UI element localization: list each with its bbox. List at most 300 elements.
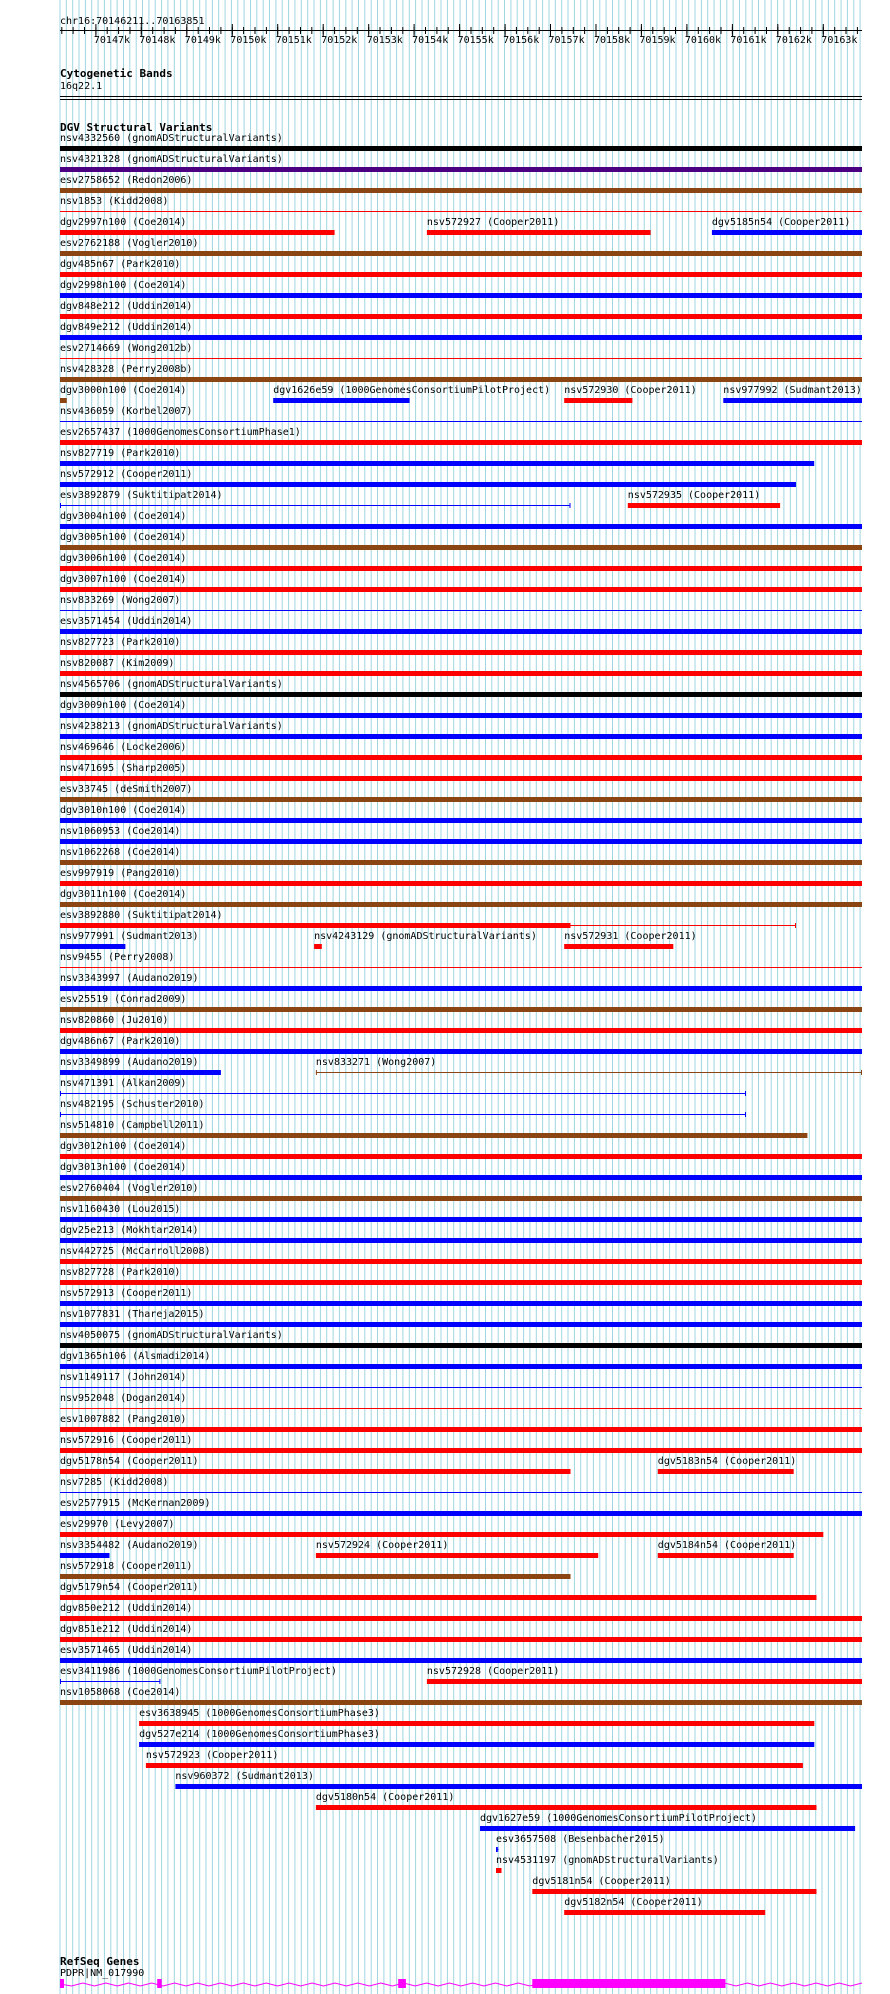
sv-feature-label[interactable]: dgv851e212 (Uddin2014) — [60, 1624, 193, 1635]
sv-feature[interactable] — [427, 217, 651, 235]
sv-feature[interactable] — [658, 1456, 796, 1474]
sv-bar[interactable] — [723, 398, 862, 403]
sv-end-cap[interactable] — [316, 1070, 317, 1075]
sv-feature-label[interactable]: esv997919 (Pang2010) — [60, 868, 181, 879]
sv-bar[interactable] — [60, 1637, 862, 1642]
sv-feature[interactable] — [60, 574, 862, 592]
location-label: chr16:70146211..70163851 — [60, 16, 205, 27]
gene-exon[interactable] — [157, 1979, 162, 1988]
sv-bar[interactable] — [532, 1889, 816, 1894]
sv-bar[interactable] — [60, 398, 67, 403]
sv-bar[interactable] — [60, 1553, 110, 1558]
sv-feature-label[interactable]: dgv3007n100 (Coe2014) — [60, 574, 187, 585]
sv-feature-label[interactable]: esv3892879 (Suktitipat2014) — [60, 490, 223, 501]
sv-feature-label[interactable]: nsv827719 (Park2010) — [60, 448, 181, 459]
sv-bar[interactable] — [496, 1868, 502, 1873]
sv-thin-bar[interactable] — [60, 358, 862, 359]
sv-end-cap[interactable] — [60, 503, 61, 508]
sv-bar[interactable] — [60, 881, 862, 886]
sv-feature[interactable] — [60, 1414, 862, 1432]
sv-feature[interactable] — [60, 847, 862, 865]
sv-feature-label[interactable]: esv3571454 (Uddin2014) — [60, 616, 193, 627]
sv-feature-label[interactable]: nsv572930 (Cooper2011) — [564, 385, 697, 396]
sv-feature-label[interactable]: nsv977992 (Sudmant2013) — [723, 385, 862, 396]
sv-bar[interactable] — [60, 1658, 862, 1663]
sv-feature-label[interactable]: esv1007882 (Pang2010) — [60, 1414, 187, 1425]
sv-connector-line[interactable] — [60, 1093, 746, 1094]
sv-end-cap[interactable] — [861, 1070, 862, 1075]
sv-bar[interactable] — [60, 1616, 862, 1621]
sv-bar[interactable] — [60, 377, 862, 382]
sv-feature[interactable] — [60, 1666, 337, 1684]
sv-bar[interactable] — [60, 1175, 862, 1180]
sv-feature-label[interactable]: nsv827728 (Park2010) — [60, 1267, 181, 1278]
sv-feature-label[interactable]: nsv7285 (Kidd2008) — [60, 1477, 169, 1488]
sv-feature[interactable] — [316, 1540, 598, 1558]
sv-feature[interactable] — [60, 217, 335, 235]
sv-feature[interactable] — [60, 637, 862, 655]
ruler-tick-label: 70151k — [275, 35, 312, 46]
sv-feature-label[interactable]: nsv960372 (Sudmant2013) — [175, 1771, 314, 1782]
sv-feature-label[interactable]: nsv1077831 (Thareja2015) — [60, 1309, 205, 1320]
sv-bar[interactable] — [60, 755, 862, 760]
sv-feature-label[interactable]: nsv442725 (McCarroll2008) — [60, 1246, 211, 1257]
sv-feature[interactable] — [60, 1288, 862, 1306]
sv-bar[interactable] — [60, 230, 335, 235]
sv-bar[interactable] — [60, 650, 862, 655]
sv-feature-label[interactable]: nsv572935 (Cooper2011) — [627, 490, 761, 501]
sv-bar[interactable] — [60, 734, 862, 739]
sv-bar[interactable] — [60, 1028, 862, 1033]
sv-extension-line[interactable] — [571, 925, 797, 926]
sv-bar[interactable] — [60, 1469, 571, 1474]
sv-feature[interactable] — [60, 490, 571, 508]
sv-feature[interactable] — [60, 1624, 862, 1642]
sv-end-cap[interactable] — [497, 1847, 498, 1852]
sv-feature-label[interactable]: nsv572924 (Cooper2011) — [315, 1540, 449, 1551]
sv-feature-label[interactable]: nsv4531197 (gnomADStructuralVariants) — [496, 1855, 719, 1866]
sv-bar[interactable] — [60, 1511, 862, 1516]
sv-feature-label[interactable]: esv29970 (Levy2007) — [60, 1519, 175, 1530]
cytoband-track-title: Cytogenetic Bands — [60, 67, 173, 80]
sv-feature[interactable] — [60, 1204, 862, 1222]
sv-feature-label[interactable]: dgv848e212 (Uddin2014) — [60, 301, 193, 312]
sv-feature-label[interactable]: nsv514810 (Campbell2011) — [60, 1120, 205, 1131]
sv-feature-label[interactable]: nsv428328 (Perry2008b) — [60, 364, 193, 375]
sv-feature-label[interactable]: esv2762188 (Vogler2010) — [60, 238, 199, 249]
sv-bar[interactable] — [60, 1301, 862, 1306]
sv-bar[interactable] — [564, 398, 632, 403]
sv-bar[interactable] — [60, 1238, 862, 1243]
sv-feature[interactable] — [60, 322, 862, 340]
sv-bar[interactable] — [60, 1700, 862, 1705]
sv-bar[interactable] — [316, 1553, 598, 1558]
sv-feature-label[interactable]: dgv3004n100 (Coe2014) — [60, 511, 187, 522]
sv-bar[interactable] — [60, 1049, 862, 1054]
sv-feature[interactable] — [564, 1897, 765, 1915]
sv-feature[interactable] — [314, 931, 537, 949]
sv-feature-label[interactable]: dgv2998n100 (Coe2014) — [60, 280, 187, 291]
sv-bar[interactable] — [60, 1364, 862, 1369]
sv-feature-label[interactable]: nsv1853 (Kidd2008) — [60, 196, 169, 207]
sv-feature[interactable] — [60, 1183, 862, 1201]
sv-feature[interactable] — [60, 154, 862, 172]
sv-thin-bar[interactable] — [60, 211, 862, 212]
sv-connector-line[interactable] — [316, 1072, 862, 1073]
sv-feature-label[interactable]: dgv5185n54 (Cooper2011) — [711, 217, 851, 228]
sv-feature[interactable] — [60, 679, 862, 697]
sv-feature[interactable] — [60, 259, 862, 277]
sv-feature-label[interactable]: nsv4050075 (gnomADStructuralVariants) — [60, 1330, 283, 1341]
sv-bar[interactable] — [564, 944, 673, 949]
sv-feature-label[interactable]: esv3411986 (1000GenomesConsortiumPilotProject) — [60, 1666, 337, 1677]
sv-feature-label[interactable]: dgv5179n54 (Cooper2011) — [60, 1582, 199, 1593]
sv-bar[interactable] — [60, 818, 862, 823]
sv-feature[interactable] — [60, 973, 862, 991]
sv-feature[interactable] — [60, 721, 862, 739]
sv-feature-label[interactable]: nsv1060953 (Coe2014) — [60, 826, 181, 837]
sv-feature-label[interactable]: dgv3009n100 (Coe2014) — [60, 700, 187, 711]
sv-bar[interactable] — [60, 587, 862, 592]
sv-feature-label[interactable]: nsv469646 (Locke2006) — [60, 742, 187, 753]
sv-feature[interactable] — [60, 1582, 817, 1600]
sv-bar[interactable] — [139, 1721, 814, 1726]
sv-thin-bar[interactable] — [60, 1492, 862, 1493]
sv-feature[interactable] — [60, 364, 862, 382]
sv-feature[interactable] — [60, 868, 862, 886]
sv-feature[interactable] — [60, 1351, 862, 1369]
sv-feature[interactable] — [60, 1456, 571, 1474]
sv-feature-label[interactable]: esv3638945 (1000GenomesConsortiumPhase3) — [139, 1708, 380, 1719]
ruler-tick-label: 70154k — [412, 35, 449, 46]
sv-bar[interactable] — [60, 314, 862, 319]
sv-bar[interactable] — [427, 1679, 862, 1684]
sv-feature-label[interactable]: nsv3354482 (Audano2019) — [60, 1540, 199, 1551]
sv-feature-label[interactable]: nsv572927 (Cooper2011) — [426, 217, 560, 228]
sv-bar[interactable] — [139, 1742, 814, 1747]
sv-feature-label[interactable]: dgv5182n54 (Cooper2011) — [564, 1897, 703, 1908]
sv-feature-label[interactable]: nsv977991 (Sudmant2013) — [60, 931, 199, 942]
gene-exon[interactable] — [398, 1979, 406, 1988]
sv-feature[interactable] — [60, 889, 862, 907]
sv-feature[interactable] — [60, 1540, 198, 1558]
sv-thin-bar[interactable] — [60, 421, 862, 422]
sv-feature[interactable] — [564, 385, 696, 403]
sv-end-cap[interactable] — [159, 1679, 160, 1684]
sv-feature[interactable] — [628, 490, 780, 508]
sv-bar[interactable] — [60, 272, 862, 277]
sv-feature-label[interactable]: dgv5178n54 (Cooper2011) — [60, 1456, 199, 1467]
sv-feature[interactable] — [60, 238, 862, 256]
sv-feature-label[interactable]: dgv1626e59 (1000GenomesConsortiumPilotProject) — [273, 385, 551, 396]
sv-bar[interactable] — [60, 839, 862, 844]
sv-feature[interactable] — [60, 1498, 862, 1516]
sv-feature[interactable] — [60, 553, 862, 571]
sv-connector-line[interactable] — [60, 1681, 160, 1682]
sv-feature-label[interactable]: nsv572912 (Cooper2011) — [60, 469, 193, 480]
sv-feature[interactable] — [480, 1813, 855, 1831]
sv-feature[interactable] — [139, 1729, 814, 1747]
sv-feature[interactable] — [316, 1057, 862, 1075]
sv-feature-label[interactable]: dgv1627e59 (1000GenomesConsortiumPilotProject) — [480, 1813, 757, 1824]
sv-feature[interactable] — [60, 1246, 862, 1264]
sv-feature[interactable] — [273, 385, 550, 403]
sv-feature-label[interactable]: nsv833269 (Wong2007) — [60, 595, 181, 606]
sv-end-cap[interactable] — [745, 1112, 746, 1117]
sv-end-cap[interactable] — [496, 1847, 497, 1852]
sv-bar[interactable] — [60, 461, 814, 466]
sv-bar[interactable] — [60, 482, 796, 487]
sv-feature-label[interactable]: nsv3349899 (Audano2019) — [60, 1057, 199, 1068]
sv-feature-label[interactable]: nsv436059 (Korbel2007) — [60, 406, 193, 417]
sv-feature[interactable] — [60, 532, 862, 550]
sv-feature-label[interactable]: nsv572916 (Cooper2011) — [60, 1435, 193, 1446]
sv-feature[interactable] — [146, 1750, 803, 1768]
sv-feature-label[interactable]: nsv827723 (Park2010) — [60, 637, 181, 648]
ruler-tick-label: 70156k — [503, 35, 540, 46]
sv-bar[interactable] — [60, 440, 862, 445]
sv-bar[interactable] — [175, 1784, 862, 1789]
sv-feature[interactable] — [60, 700, 862, 718]
sv-end-cap[interactable] — [795, 923, 796, 928]
sv-feature-label[interactable]: dgv5183n54 (Cooper2011) — [657, 1456, 797, 1467]
sv-bar[interactable] — [60, 251, 862, 256]
sv-feature[interactable] — [60, 763, 862, 781]
sv-bar[interactable] — [60, 1133, 807, 1138]
sv-feature-label[interactable]: dgv5181n54 (Cooper2011) — [532, 1876, 671, 1887]
sv-feature-label[interactable]: nsv4238213 (gnomADStructuralVariants) — [60, 721, 283, 732]
sv-feature[interactable] — [316, 1792, 817, 1810]
sv-feature[interactable] — [60, 742, 862, 760]
sv-bar[interactable] — [60, 1259, 862, 1264]
sv-bar[interactable] — [427, 230, 651, 235]
sv-bar[interactable] — [60, 545, 862, 550]
sv-feature-label[interactable]: dgv3000n100 (Coe2014) — [60, 385, 187, 396]
sv-feature-label[interactable]: esv2714669 (Wong2012b) — [60, 343, 193, 354]
sv-bar[interactable] — [146, 1763, 803, 1768]
sv-bar[interactable] — [60, 566, 862, 571]
sv-bar[interactable] — [60, 1532, 823, 1537]
sv-feature[interactable] — [60, 1225, 862, 1243]
sv-feature[interactable] — [60, 427, 862, 445]
sv-bar[interactable] — [60, 1280, 862, 1285]
sv-feature-label[interactable]: esv2657437 (1000GenomesConsortiumPhase1) — [60, 427, 301, 438]
sv-bar[interactable] — [60, 1322, 862, 1327]
sv-feature-label[interactable]: nsv1062268 (Coe2014) — [60, 847, 181, 858]
sv-feature-label[interactable]: nsv572931 (Cooper2011) — [564, 931, 697, 942]
sv-bar[interactable] — [60, 944, 125, 949]
sv-thin-bar[interactable] — [60, 1408, 862, 1409]
sv-feature-label[interactable]: esv33745 (deSmith2007) — [60, 784, 193, 795]
sv-connector-line[interactable] — [60, 1114, 746, 1115]
sv-feature[interactable] — [60, 1687, 862, 1705]
ruler-tick-label: 70149k — [184, 35, 221, 46]
sv-feature[interactable] — [658, 1540, 796, 1558]
sv-bar[interactable] — [60, 1196, 862, 1201]
sv-bar[interactable] — [60, 146, 862, 151]
sv-bar[interactable] — [60, 923, 571, 928]
sv-feature-label[interactable]: dgv485n67 (Park2010) — [60, 259, 181, 270]
sv-bar[interactable] — [60, 713, 862, 718]
sv-feature-label[interactable]: esv3571465 (Uddin2014) — [60, 1645, 193, 1656]
sv-bar[interactable] — [60, 860, 862, 865]
sv-bar[interactable] — [60, 671, 862, 676]
sv-feature-label[interactable]: dgv3012n100 (Coe2014) — [60, 1141, 187, 1152]
sv-bar[interactable] — [60, 1007, 862, 1012]
sv-feature-label[interactable]: esv3892880 (Suktitipat2014) — [60, 910, 223, 921]
sv-feature-label[interactable]: nsv9455 (Perry2008) — [60, 952, 175, 963]
sv-bar[interactable] — [314, 944, 322, 949]
sv-feature-label[interactable]: dgv3005n100 (Coe2014) — [60, 532, 187, 543]
sv-bar[interactable] — [628, 503, 780, 508]
sv-feature-label[interactable]: nsv482195 (Schuster2010) — [60, 1099, 205, 1110]
sv-feature[interactable] — [60, 175, 862, 193]
sv-feature-label[interactable]: esv2758652 (Redon2006) — [60, 175, 193, 186]
sv-feature-label[interactable]: dgv850e212 (Uddin2014) — [60, 1603, 193, 1614]
sv-feature-label[interactable]: dgv25e213 (Mokhtar2014) — [60, 1225, 199, 1236]
sv-bar[interactable] — [60, 188, 862, 193]
sv-feature-label[interactable]: nsv4243129 (gnomADStructuralVariants) — [314, 931, 537, 942]
sv-feature-label[interactable]: nsv471391 (Alkan2009) — [60, 1078, 187, 1089]
sv-bar[interactable] — [658, 1553, 794, 1558]
sv-feature[interactable] — [60, 616, 862, 634]
sv-feature[interactable] — [60, 301, 862, 319]
sv-thin-bar[interactable] — [60, 1387, 862, 1388]
gene-exon[interactable] — [60, 1979, 64, 1988]
sv-feature[interactable] — [60, 1330, 862, 1348]
sv-bar[interactable] — [712, 230, 862, 235]
sv-feature-label[interactable]: dgv3010n100 (Coe2014) — [60, 805, 187, 816]
sv-feature-label[interactable]: dgv2997n100 (Coe2014) — [60, 217, 187, 228]
sv-feature-label[interactable]: nsv1160430 (Lou2015) — [60, 1204, 181, 1215]
sv-feature-label[interactable]: nsv820860 (Ju2010) — [60, 1015, 169, 1026]
sv-feature[interactable] — [139, 1708, 814, 1726]
sv-bar[interactable] — [60, 629, 862, 634]
sv-feature[interactable] — [60, 1057, 221, 1075]
sv-feature[interactable] — [60, 133, 862, 151]
sv-feature-label[interactable]: dgv1365n106 (Alsmadi2014) — [60, 1351, 211, 1362]
sv-bar[interactable] — [60, 1343, 862, 1348]
sv-feature[interactable] — [60, 1162, 862, 1180]
sv-feature-label[interactable]: nsv572913 (Cooper2011) — [60, 1288, 193, 1299]
sv-feature-label[interactable]: nsv833271 (Wong2007) — [315, 1057, 437, 1068]
sv-feature-label[interactable]: dgv849e212 (Uddin2014) — [60, 322, 193, 333]
sv-feature[interactable] — [60, 784, 862, 802]
sv-feature[interactable] — [60, 1309, 862, 1327]
sv-feature[interactable] — [712, 217, 862, 235]
sv-feature-label[interactable]: nsv572928 (Cooper2011) — [426, 1666, 560, 1677]
sv-bar[interactable] — [564, 1910, 765, 1915]
ruler-tick-label: 70152k — [321, 35, 358, 46]
sv-feature-label[interactable]: nsv1149117 (John2014) — [60, 1372, 187, 1383]
sv-bar[interactable] — [60, 293, 862, 298]
sv-bar[interactable] — [60, 797, 862, 802]
sv-feature-label[interactable]: dgv3013n100 (Coe2014) — [60, 1162, 187, 1173]
sv-feature-label[interactable]: nsv572923 (Cooper2011) — [145, 1750, 279, 1761]
sv-bar[interactable] — [60, 1574, 571, 1579]
sv-feature-label[interactable]: dgv3011n100 (Coe2014) — [60, 889, 187, 900]
sv-feature-label[interactable]: nsv3343997 (Audano2019) — [60, 973, 199, 984]
sv-feature[interactable] — [60, 1036, 862, 1054]
sv-end-cap[interactable] — [570, 503, 571, 508]
sv-bar[interactable] — [60, 1427, 862, 1432]
sv-feature[interactable] — [60, 994, 862, 1012]
sv-bar[interactable] — [60, 902, 862, 907]
sv-end-cap[interactable] — [60, 1679, 61, 1684]
sv-bar[interactable] — [60, 1154, 862, 1159]
sv-feature[interactable] — [60, 1141, 862, 1159]
sv-feature-label[interactable]: dgv5180n54 (Cooper2011) — [315, 1792, 455, 1803]
sv-feature[interactable] — [60, 931, 198, 949]
sv-bar[interactable] — [60, 1595, 817, 1600]
sv-feature-label[interactable]: dgv5184n54 (Cooper2011) — [657, 1540, 797, 1551]
sv-feature[interactable] — [60, 1561, 571, 1579]
sv-feature-label[interactable]: dgv486n67 (Park2010) — [60, 1036, 181, 1047]
sv-bar[interactable] — [60, 776, 862, 781]
location-header — [60, 16, 205, 27]
sv-feature-label[interactable]: esv2760404 (Vogler2010) — [60, 1183, 199, 1194]
sv-bar[interactable] — [60, 1448, 862, 1453]
sv-feature[interactable] — [60, 511, 862, 529]
sv-bar[interactable] — [658, 1469, 794, 1474]
sv-end-cap[interactable] — [60, 1091, 61, 1096]
sv-feature-label[interactable]: nsv471695 (Sharp2005) — [60, 763, 187, 774]
sv-end-cap[interactable] — [745, 1091, 746, 1096]
sv-end-cap[interactable] — [60, 1112, 61, 1117]
sv-feature-label[interactable]: nsv572918 (Cooper2011) — [60, 1561, 193, 1572]
sv-feature[interactable] — [60, 805, 862, 823]
sv-feature[interactable] — [60, 1267, 862, 1285]
sv-feature-label[interactable]: nsv952048 (Dogan2014) — [60, 1393, 187, 1404]
sv-feature-label[interactable]: nsv820087 (Kim2009) — [60, 658, 175, 669]
sv-feature[interactable] — [60, 280, 862, 298]
sv-feature[interactable] — [723, 385, 862, 403]
sv-bar[interactable] — [60, 335, 862, 340]
gene-exon[interactable] — [532, 1979, 725, 1988]
sv-feature[interactable] — [60, 1645, 862, 1663]
gene-label[interactable]: PDPR|NM_017990 — [60, 1968, 145, 1979]
sv-feature[interactable] — [60, 1603, 862, 1621]
sv-bar[interactable] — [60, 524, 862, 529]
sv-feature[interactable] — [532, 1876, 816, 1894]
sv-feature[interactable] — [564, 931, 696, 949]
sv-feature-label[interactable]: nsv1058068 (Coe2014) — [60, 1687, 181, 1698]
sv-bar[interactable] — [60, 1070, 221, 1075]
sv-bar[interactable] — [60, 986, 862, 991]
ruler-tick-label: 70162k — [775, 35, 812, 46]
sv-thin-bar[interactable] — [60, 610, 862, 611]
sv-feature-label[interactable]: dgv3006n100 (Coe2014) — [60, 553, 187, 564]
sv-feature-label[interactable]: esv2577915 (McKernan2009) — [60, 1498, 211, 1509]
sv-feature-label[interactable]: esv25519 (Conrad2009) — [60, 994, 187, 1005]
sv-bar[interactable] — [60, 167, 862, 172]
sv-bar[interactable] — [316, 1805, 817, 1810]
sv-feature-label[interactable]: esv3657508 (Besenbacher2015) — [496, 1834, 665, 1845]
sv-bar[interactable] — [480, 1826, 855, 1831]
sv-bar[interactable] — [273, 398, 409, 403]
sv-feature-label[interactable]: dgv527e214 (1000GenomesConsortiumPhase3) — [139, 1729, 380, 1740]
sv-feature-label[interactable]: nsv4332560 (gnomADStructuralVariants) — [60, 133, 283, 144]
sv-feature-label[interactable]: nsv4321328 (gnomADStructuralVariants) — [60, 154, 283, 165]
sv-bar[interactable] — [60, 692, 862, 697]
sv-bar[interactable] — [60, 1217, 862, 1222]
sv-feature-label[interactable]: nsv4565706 (gnomADStructuralVariants) — [60, 679, 283, 690]
sv-feature[interactable] — [60, 1435, 862, 1453]
sv-thin-bar[interactable] — [60, 967, 862, 968]
sv-connector-line[interactable] — [60, 505, 571, 506]
sv-feature[interactable] — [60, 826, 862, 844]
sv-feature[interactable] — [175, 1771, 862, 1789]
